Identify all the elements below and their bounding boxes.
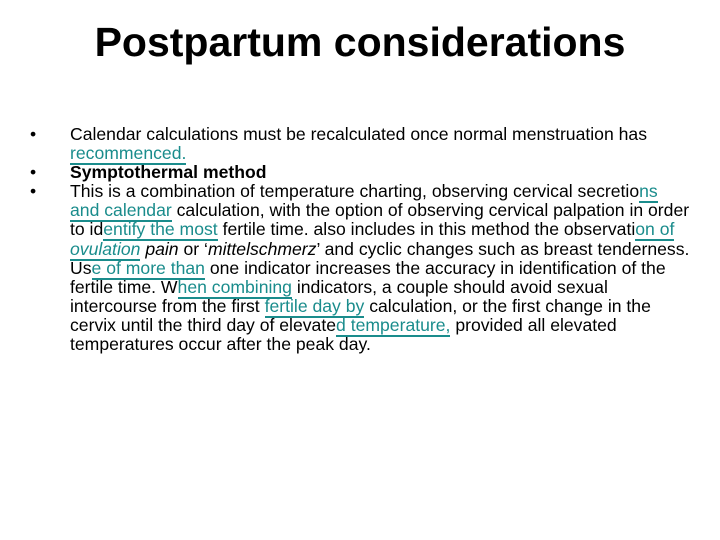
text-segment: e of more than	[91, 257, 205, 278]
text-segment: mittelschmerz	[207, 238, 317, 259]
text-segment: This is a combination of temperature charting, observing cervical secretio	[70, 181, 640, 202]
bullet-text	[70, 181, 689, 354]
text-segment: calculation, or the first change in the cervix until the third day of elevate	[70, 295, 651, 335]
text-segment: provided all elevated temperatures occur after the peak day.	[70, 314, 617, 355]
text-segment: pain	[145, 238, 179, 259]
bullet-item	[30, 182, 690, 354]
bullet-text	[70, 162, 267, 182]
bullet-marker: •	[30, 162, 37, 183]
text-segment: indicators, a couple should avoid sexual intercourse from the first	[70, 276, 608, 316]
text-segment: entify the most	[103, 219, 218, 240]
bullet-list	[30, 125, 690, 354]
text-segment: Calendar calculations must be recalculated once normal menstruation has	[70, 124, 647, 144]
slide-title: Postpartum considerations	[94, 19, 626, 65]
bullet-item	[30, 163, 690, 182]
text-segment: fertile time. also includes in this method the observati	[217, 219, 636, 240]
bullet-text	[70, 124, 647, 165]
bullet-marker: •	[30, 181, 37, 202]
text-segment: ovulation	[70, 238, 141, 259]
text-segment: d temperature,	[336, 314, 451, 335]
text-segment: ’ and cyclic changes such as breast tenderness. Us	[70, 238, 690, 278]
bullet-item	[30, 125, 690, 163]
text-segment: hen combining	[177, 276, 292, 297]
text-segment: recommenced.	[70, 143, 187, 164]
text-segment: fertile day by	[264, 295, 365, 316]
text-segment: Symptothermal method	[70, 162, 267, 183]
text-segment: on of	[635, 219, 675, 240]
text-segment: one indicator increases the accuracy in identification of the fertile time. W	[70, 257, 666, 297]
text-segment: ns and calendar	[70, 181, 658, 221]
bullet-marker: •	[30, 124, 37, 144]
text-segment: calculation, with the option of observing cervical palpation in order to id	[70, 200, 690, 240]
text-segment: or ‘	[178, 238, 208, 259]
